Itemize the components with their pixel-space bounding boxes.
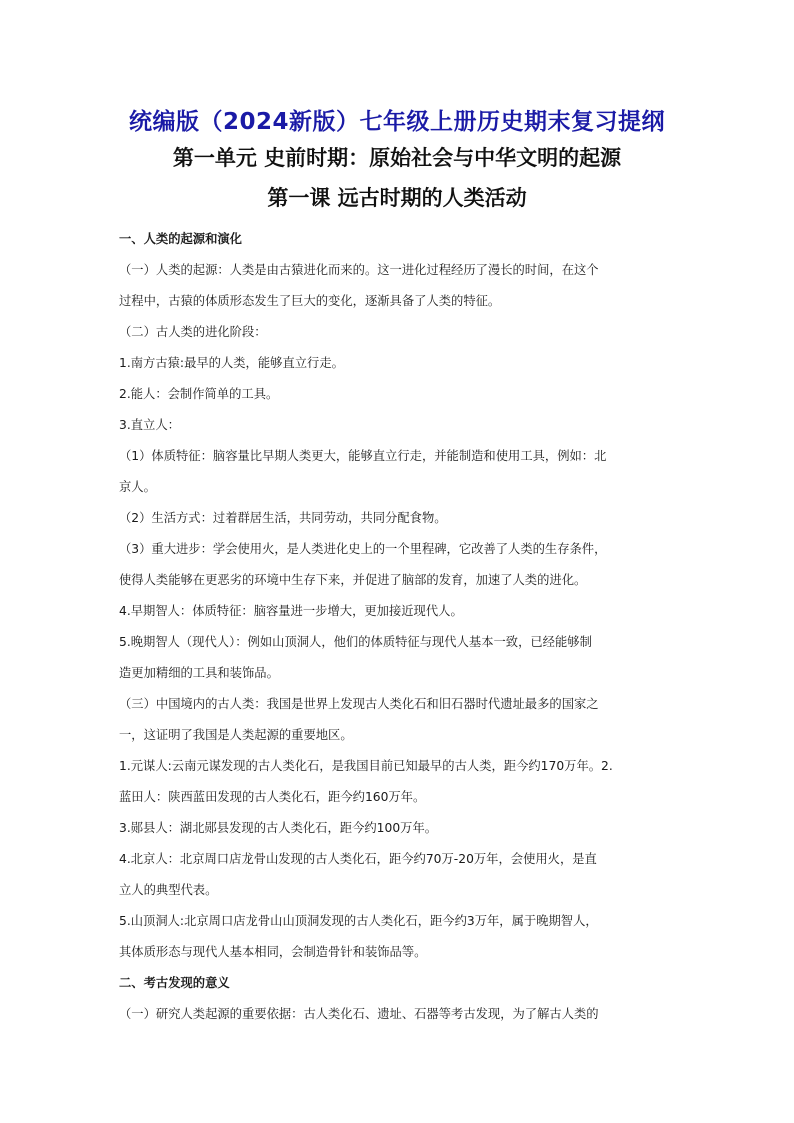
body-line: （2）生活方式：过着群居生活，共同劳动，共同分配食物。 [119, 511, 447, 525]
section-heading: 一、人类的起源和演化 [119, 232, 242, 246]
body-line: （3）重大进步：学会使用火，是人类进化史上的一个里程碑，它改善了人类的生存条件， [119, 542, 607, 556]
document-body [119, 224, 677, 1030]
document-title: 统编版（2024新版）七年级上册历史期末复习提纲 [128, 109, 665, 135]
unit-title: 第一单元 史前时期：原始社会与中华文明的起源 [172, 146, 622, 170]
body-line: 使得人类能够在更恶劣的环境中生存下来，并促进了脑部的发育，加速了人类的进化。 [119, 573, 587, 587]
lesson-title: 第一课 远古时期的人类活动 [267, 186, 527, 210]
body-line: 4.北京人：北京周口店龙骨山发现的古人类化石，距今约70万-20万年，会使用火，是直 [119, 852, 597, 866]
body-line: 过程中，古猿的体质形态发生了巨大的变化，逐渐具备了人类的特征。 [119, 294, 501, 308]
body-line: （二）古人类的进化阶段： [119, 325, 267, 339]
body-line: 蓝田人：陕西蓝田发现的古人类化石，距今约160万年。 [119, 790, 426, 804]
body-line: 1.南方古猿:最早的人类，能够直立行走。 [119, 356, 344, 370]
body-line: 2.能人：会制作简单的工具。 [119, 387, 279, 401]
body-line: 其体质形态与现代人基本相同，会制造骨针和装饰品等。 [119, 945, 427, 959]
body-line: 造更加精细的工具和装饰品。 [119, 666, 279, 680]
body-line: （三）中国境内的古人类：我国是世界上发现古人类化石和旧石器时代遗址最多的国家之 [119, 697, 599, 711]
body-line: 1.元谋人:云南元谋发现的古人类化石，是我国目前已知最早的古人类，距今约170万年。2. [119, 759, 613, 773]
body-line: 5.晚期智人（现代人）：例如山顶洞人，他们的体质特征与现代人基本一致，已经能够制 [119, 635, 592, 649]
body-line: （一）人类的起源：人类是由古猿进化而来的。这一进化过程经历了漫长的时间，在这个 [119, 263, 599, 277]
body-line: 3.直立人： [119, 418, 180, 432]
body-line: 立人的典型代表。 [119, 883, 218, 897]
body-line: 3.郧县人：湖北郧县发现的古人类化石，距今约100万年。 [119, 821, 438, 835]
body-line: 5.山顶洞人:北京周口店龙骨山山顶洞发现的古人类化石，距今约3万年，属于晚期智人， [119, 914, 598, 928]
body-line: （1）体质特征：脑容量比早期人类更大，能够直立行走，并能制造和使用工具，例如：北 [119, 449, 607, 463]
section-heading: 二、考古发现的意义 [119, 976, 230, 990]
body-line: 京人。 [119, 480, 156, 494]
body-line: 一，这证明了我国是人类起源的重要地区。 [119, 728, 353, 742]
body-line: （一）研究人类起源的重要依据：古人类化石、遗址、石器等考古发现，为了解古人类的 [119, 1007, 599, 1021]
body-line: 4.早期智人：体质特征：脑容量进一步增大，更加接近现代人。 [119, 604, 463, 618]
